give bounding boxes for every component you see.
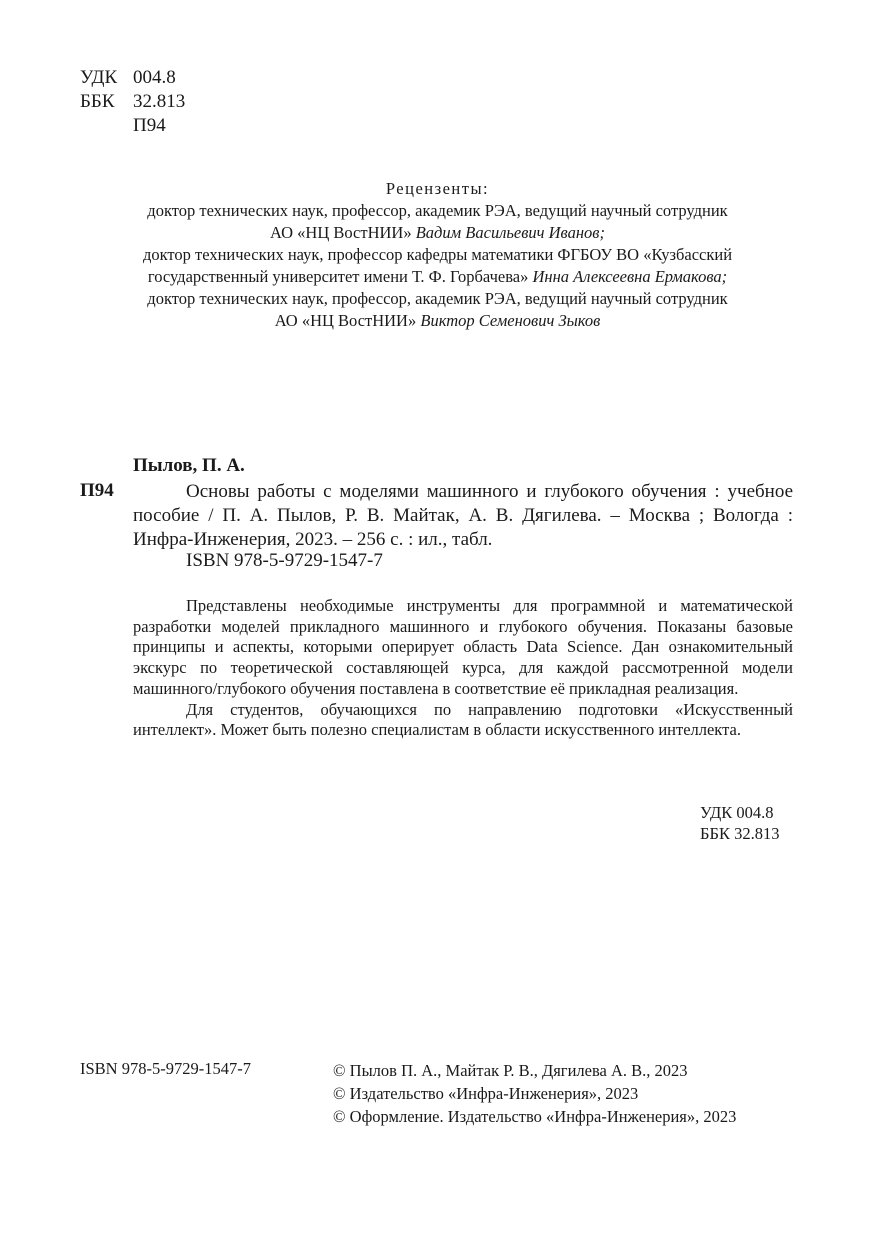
bbk-row <box>80 90 185 114</box>
udk-row <box>80 66 185 90</box>
annotation-paragraph-1: Представлены необходимые инструменты для программной и математической разработки моделей прикладного машинного и глубокого обучения. Показаны базовые принципы и аспекты, которыми оперирует область Data Science. Дан ознакомительный экскурс по теоретической составляющей курса, для каждой рассмотренной модели машинного/глубокого обучения поставлена в соответствие её прикладная реализация. <box>133 596 793 698</box>
copyright-block <box>333 1059 736 1128</box>
copyright-design: © Оформление. Издательство «Инфра-Инженерия», 2023 <box>333 1107 737 1126</box>
reviewer-1-role: доктор технических наук, профессор, академик РЭА, ведущий научный сотрудник <box>147 201 728 220</box>
bbk-label: ББК <box>80 91 115 112</box>
udk-bottom: УДК 004.8 <box>700 803 774 822</box>
reviewer-1-affiliation <box>90 222 785 244</box>
reviewer-3-affiliation <box>90 310 785 332</box>
copyright-authors: © Пылов П. А., Майтак Р. В., Дягилева А. В., 2023 <box>333 1061 688 1080</box>
entry-author: Пылов, П. А. <box>133 455 245 476</box>
reviewer-2-role: доктор технических наук, профессор кафедры математики ФГБОУ ВО «Кузбасский <box>142 245 733 264</box>
classification-top <box>80 66 185 138</box>
author-mark: П94 <box>133 115 166 136</box>
footer-isbn: ISBN 978-5-9729-1547-7 <box>80 1059 251 1078</box>
reviewer-1-name: Вадим Васильевич Иванов; <box>415 223 605 242</box>
copyright-publisher: © Издательство «Инфра-Инженерия», 2023 <box>333 1084 639 1103</box>
reviewer-2-name: Инна Алексеевна Ермакова; <box>532 267 728 286</box>
udk-value: 004.8 <box>133 67 176 88</box>
entry-isbn: ISBN 978-5-9729-1547-7 <box>186 550 383 571</box>
reviewer-2-org: государственный университет имени Т. Ф. Горбачева» <box>147 267 529 286</box>
entry-description: Основы работы с моделями машинного и глубокого обучения : учебное пособие / П. А. Пылов, Р. В. Майтак, А. В. Дягилева. – Москва ; Вологда : Инфра-Инженерия, 2023. – 256 с. : ил., табл. <box>133 481 793 550</box>
reviewer-3-org: АО «НЦ ВостНИИ» <box>274 311 417 330</box>
annotation <box>133 596 793 741</box>
reviewer-3-name: Виктор Семенович Зыков <box>420 311 601 330</box>
reviewer-3-role: доктор технических наук, профессор, академик РЭА, ведущий научный сотрудник <box>147 289 728 308</box>
bbk-bottom: ББК 32.813 <box>700 824 780 843</box>
reviewer-2-affiliation <box>90 266 785 288</box>
author-mark-row <box>80 114 185 138</box>
reviewer-1-org: АО «НЦ ВостНИИ» <box>270 223 412 242</box>
udk-label: УДК <box>80 67 118 88</box>
bbk-value: 32.813 <box>133 91 186 112</box>
entry-mark: П94 <box>80 480 114 501</box>
classification-bottom <box>700 802 779 844</box>
reviewers-block <box>90 178 785 332</box>
annotation-paragraph-2: Для студентов, обучающихся по направлению подготовки «Искусственный интеллект». Может быть полезно специалистам в области искусственного интеллекта. <box>133 699 793 740</box>
reviewers-heading: Рецензенты: <box>385 179 490 198</box>
